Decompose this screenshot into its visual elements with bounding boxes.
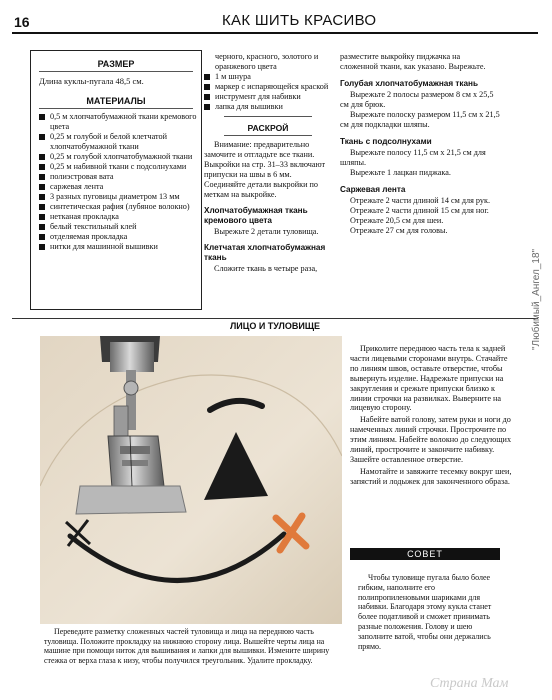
materials-box <box>30 50 202 310</box>
check-heading: Клетчатая хлопчатобумажная ткань <box>204 243 326 262</box>
side-watermark-text: "Любимый_Ангел_18" <box>531 248 542 350</box>
bullet-icon <box>39 154 45 160</box>
list-item: 0,25 м голубой хлопчатобумажной ткани <box>39 152 197 162</box>
bullet-icon <box>39 204 45 210</box>
list-continuation: черного, красного, золотого и оранжевого цвета <box>215 52 319 71</box>
blue-heading: Голубая хлопчатобумажная ткань <box>340 79 479 88</box>
bullet-icon <box>204 74 210 80</box>
size-heading: РАЗМЕР <box>97 59 135 69</box>
col3-intro: разместите выкройку пиджачка на сложенной ткани, как указано. Вырежьте. <box>340 52 486 71</box>
bullet-icon <box>39 244 45 250</box>
sun-text-1: Вырежьте полосу 11,5 см х 21,5 см для шляпы. <box>340 148 486 167</box>
tip-heading: СОВЕТ <box>350 548 500 560</box>
bullet-icon <box>39 184 45 190</box>
bullet-icon <box>39 164 45 170</box>
tip-box <box>358 573 508 651</box>
list-item: нитки для машинной вышивки <box>39 242 197 252</box>
size-text: Длина куклы-пугала 48,5 см. <box>39 76 144 86</box>
cream-text: Вырежьте 2 детали туловища. <box>214 227 319 236</box>
tip-text: Чтобы туловище пугала было более гибким, наполните его полипропиленовыми шариками для набивки. Благодаря этому кукла станет более податливой и сможет принимать разные положения. Голову и шею заполните ватой, чтобы они держались прямо. <box>358 573 492 651</box>
check-text: Сложите ткань в четыре раза, <box>214 264 318 273</box>
list-item: 1 м шнура <box>204 72 332 82</box>
materials-list-cont <box>204 72 332 112</box>
site-logo: Страна Мам <box>430 676 509 691</box>
section-divider <box>224 116 312 117</box>
bullet-icon <box>39 194 45 200</box>
bullet-icon <box>39 214 45 220</box>
list-item: нетканая прокладка <box>39 212 197 222</box>
section-title: ЛИЦО И ТУЛОВИЩЕ <box>229 321 321 331</box>
bullet-icon <box>204 94 210 100</box>
column-right-top <box>340 52 500 236</box>
bullet-icon <box>39 234 45 240</box>
tape-text-3: Отрежьте 20,5 см для шеи. <box>350 216 444 225</box>
tape-text-4: Отрежьте 27 см для головы. <box>350 226 448 235</box>
list-item: синтетическая рафия (лубяное волокно) <box>39 202 197 212</box>
list-item: лапка для вышивки <box>204 102 332 112</box>
side-watermark <box>521 248 542 680</box>
list-item: полиэстровая вата <box>39 172 197 182</box>
bullet-icon <box>204 104 210 110</box>
photo-caption: Переведите разметку сложенных частей туловища и лица на переднюю часть туловища. Положите прокладку на нижнюю сторону лица. Вышейте черты лица на машине при помощи ниток для вышивания и лапки для вышивки. Измените ширину стежка от верха глаза к низу, чтобы получился треугольник. Удалите прокладку. <box>44 627 330 665</box>
section-divider <box>224 135 312 136</box>
cream-heading: Хлопчатобумажная ткань кремового цвета <box>204 206 308 225</box>
list-item: 0,25 м набивной ткани с подсолнухами <box>39 162 197 172</box>
instruction-paragraph: Намотайте и завяжите тесемку вокруг шеи, запястий и лодыжек для законченного образа. <box>350 466 512 486</box>
list-item: 3 разных пуговицы диаметром 13 мм <box>39 192 197 202</box>
bullet-icon <box>39 134 45 140</box>
tape-text-1: Отрежьте 2 части длиной 14 см для рук. <box>350 196 490 205</box>
blue-text-2: Вырежьте полоску размером 11,5 см х 21,5 см для подкладки шляпы. <box>340 110 500 129</box>
cut-heading: РАСКРОЙ <box>247 123 289 133</box>
face-body-instructions <box>350 344 512 489</box>
bullet-icon <box>39 114 45 120</box>
page-title: КАК ШИТЬ КРАСИВО <box>222 12 377 29</box>
list-item: инструмент для набивки <box>204 92 332 102</box>
list-item: маркер с испаряющейся краской <box>204 82 332 92</box>
materials-heading: МАТЕРИАЛЫ <box>86 95 146 106</box>
sun-text-2: Вырежьте 1 лацкан пиджака. <box>350 168 451 177</box>
instruction-paragraph: Набейте ватой голову, затем руки и ноги до намеченных линий строчки. Прострочите по этим линиям. Набейте волокно до следующих линий, прострочите и закончите набивку. Зашейте оставленное отверстие. <box>350 415 512 464</box>
bullet-icon <box>39 224 45 230</box>
tape-heading: Саржевая лента <box>340 185 406 194</box>
header-rule <box>12 32 538 34</box>
bullet-icon <box>204 84 210 90</box>
embroidery-photo-illustration <box>40 336 342 624</box>
cut-text: Внимание: предварительно замочите и отгладьте все ткани. Выкройки на стр. 31–33 включают припуски на швы в 6 мм. Соединяйте детали выкройки по меткам на выкройке. <box>204 140 326 199</box>
blue-text-1: Вырежьте 2 полосы размером 8 см х 25,5 см для брюк. <box>340 90 494 109</box>
bullet-icon <box>39 174 45 180</box>
tape-text-2: Отрежьте 2 части длиной 15 см для ног. <box>350 206 489 215</box>
list-item: отделяемая прокладка <box>39 232 197 242</box>
list-item: 0,5 м хлопчатобумажной ткани кремового цвета <box>39 112 197 132</box>
section-rule <box>12 318 538 319</box>
embroidery-photo <box>40 336 342 624</box>
list-item: саржевая лента <box>39 182 197 192</box>
sun-heading: Ткань с подсолнухами <box>340 137 432 146</box>
column-middle <box>204 52 332 274</box>
box-divider <box>39 71 193 72</box>
list-item: 0,25 м голубой и белой клетчатой хлопчатобумажной ткани <box>39 132 197 152</box>
materials-list <box>31 109 201 252</box>
list-item: белый текстильный клей <box>39 222 197 232</box>
instruction-paragraph: Приколите переднюю часть тела к задней части лицевыми сторонами внутрь. Стачайте по линиям швов, оставьте отверстие, чтобы вывернуть изделие. Надрежьте припуски на закругления и срежьте припуски близко к линии строчки на развилках. Выверните на лицевую сторону. <box>350 344 508 413</box>
page-number: 16 <box>14 14 30 30</box>
